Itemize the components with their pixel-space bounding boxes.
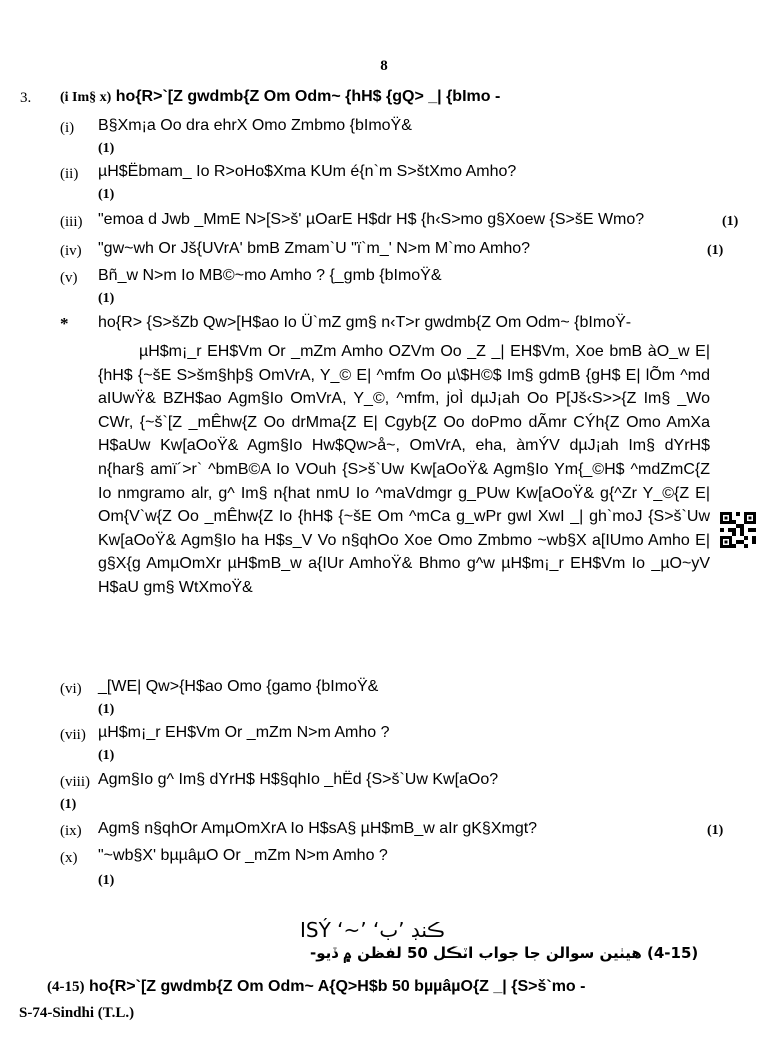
subq-mark-vii: (1) — [98, 748, 115, 763]
subq-mark-i: (1) — [98, 141, 115, 156]
subq-text-iv: "gw~wh Or Jš{UVrA' bmB Zmam`U "ï`m_' N>m M`mo Amho? — [98, 240, 531, 257]
subq-mark-viii: (1) — [60, 797, 77, 812]
subq-mark-iii: (1) — [722, 214, 739, 229]
subq-text-i: B§Xm¡a Oo dra ehrX Omo Zmbmo {bImoŸ& — [98, 117, 412, 134]
subq-num-ii: (ii) — [60, 166, 79, 182]
subq-text-vii: µH$m¡_r EH$Vm Or _mZm N>m Amho ? — [98, 724, 390, 741]
subq-num-vii: (vii) — [60, 727, 86, 743]
question-heading — [60, 88, 500, 106]
subq-num-v: (v) — [60, 270, 78, 286]
qr-code-icon — [720, 512, 756, 548]
paper-code: S-74-Sindhi (T.L.) — [19, 1005, 135, 1021]
footer-question-number: (4-15) — [47, 979, 85, 995]
subq-mark-x: (1) — [98, 873, 115, 888]
asterisk-marker: * — [60, 314, 69, 333]
subq-num-x: (x) — [60, 850, 78, 866]
subq-mark-iv: (1) — [707, 243, 724, 258]
subq-text-v: Bñ_w N>m Io MB©~mo Amho ? {_gmb {bImoŸ& — [98, 267, 442, 284]
section-heading-arabic: ڪنڊ ’ب‘ ’~‘ ISÝ — [300, 918, 445, 942]
question-number: 3. — [20, 90, 32, 106]
subq-text-vi: _[WE| Qw>{H$ao Omo {gamo {bImoŸ& — [98, 678, 379, 695]
subq-text-ii: µH$Ëbmam_ Io R>oHo$Xma KUm é{n`m S>štXmo Amho? — [98, 163, 517, 180]
subq-mark-ix: (1) — [707, 823, 724, 838]
footer-question — [47, 978, 585, 996]
subq-text-x: "~wb§X' bµµâµO Or _mZm N>m Amho ? — [98, 847, 388, 864]
subq-text-iii: "emoa d Jwb _MmE N>[S>š' µOarE H$dr H$ {h‹S>mo g§Xoew {S>šE Wmo? — [98, 211, 645, 228]
subq-num-viii: (viii) — [60, 774, 90, 790]
subq-num-ix: (ix) — [60, 823, 82, 839]
subq-num-vi: (vi) — [60, 681, 82, 697]
question-marks-prefix: (i Im§ x) — [60, 90, 112, 105]
subq-text-ix: Agm§ n§qhOr AmµOmXrA Io H$sA§ µH$mB_w aIr gK§Xmgt? — [98, 820, 538, 837]
section-instruction-arabic: (4-15) هيٺين سوالن جا جواب اٽڪل 50 لفظن ۾ ڏيو- — [310, 944, 699, 962]
passage-instruction: ho{R> {S>šZb Qw>[H$ao Io Ü`mZ gm§ n‹T>r gwdmb{Z Om Odm~ {bImoŸ- — [98, 314, 632, 331]
question-heading-text: ho{R>`[Z gwdmb{Z Om Odm~ {hH$ {gQ> _| {bImo - — [115, 88, 501, 105]
subq-mark-ii: (1) — [98, 187, 115, 202]
page-number: 8 — [380, 58, 388, 74]
subq-text-viii: Agm§Io g^ Im§ dYrH$ H$§qhIo _hËd {S>š`Uw Kw[aOo? — [98, 771, 499, 788]
subq-mark-vi: (1) — [98, 702, 115, 717]
subq-num-iii: (iii) — [60, 214, 83, 230]
footer-question-text: ho{R>`[Z gwdmb{Z Om Odm~ A{Q>H$b 50 bµµâµO{Z _| {S>š`mo - — [88, 978, 586, 995]
subq-num-iv: (iv) — [60, 243, 82, 259]
subq-mark-v: (1) — [98, 291, 115, 306]
subq-num-i: (i) — [60, 120, 75, 136]
passage-text: µH$m¡_r EH$Vm Or _mZm Amho OZVm Oo _Z _| EH$Vm, Xoe bmB àO_w E| {hH$ {~šE S>šm§hþ§ OmVrA, Y_© E| ^mfm Oo µ\$H©$ Im§ gdmB {gH$ E| lÕm ^md aIUwŸ& BZH$ao Agm§Io OmVrA, Y_©, ^mfm, joÌ dµJ¡ah Oo P[Jš‹S>>{Z Im§ _Wo CWr, {~š`[Z _mÊhw{Z Oo drMma{Z E| Cgyb{Z Oo doPmo dÃmr CÝh{Z Omo AmXa H$aUw Kw[aOoŸ& Agm§Io Hw$Qw>å~, OmVrA, eha, àmÝV dµJ¡ah Im§ dYrH$ n{har§ amï´>r` ^bmB©A Io VOuh {S>š`Uw Kw[aOoŸ& Agm§Io Ym{_©H$ ^mdZmC{Z Io nmgramo alr, g^ Im§ n{hat nmU Io ^maVdmgr g_PUw Kw[aOoŸ& g{^Zr Y_©{Z E| Om{V`w{Z Oo _mÊhw{Z Io {hH$ {~šE Om ^mCa g_wPr gwI XwI _| gh`moJ {S>š`Uw Kw[aOoŸ& Agm§Io ha H$s_V Vo n§qhOo Xoe Omo Zmbmo ~wb§X a[IUmo Amho E| g§X{g AmµOmXr µH$mB_w a{IUr AmhoŸ& Bhmo g^w µH$m¡_r EH$Vm Io _µO~yV H$aU gm§ WtXmoŸ& — [98, 343, 710, 596]
